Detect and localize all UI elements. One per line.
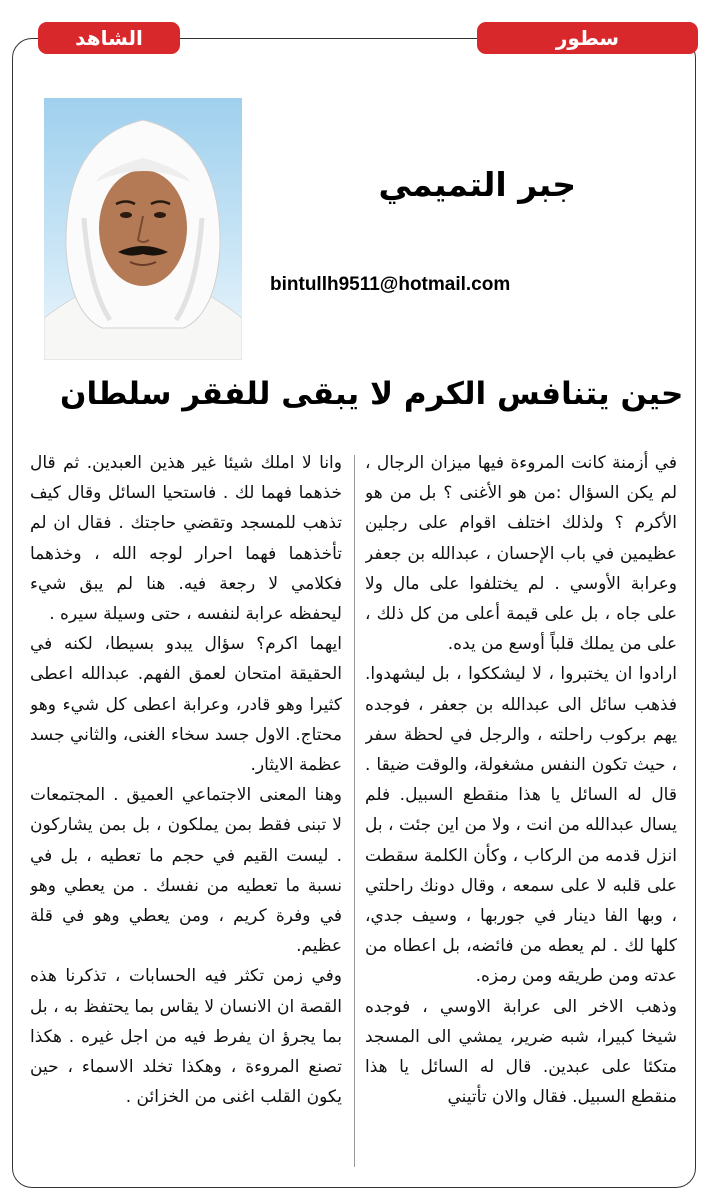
- paragraph: ارادوا ان يختبروا ، لا ليشككوا ، بل ليشهدوا. فذهب سائل الى عبدالله بن جعفر ، فوجده يهم بركوب راحلته ، والرجل في لحظة سفر ، حيث تكون النفس مشغولة، والوقت ضيقا . قال له السائل يا هذا منقطع السبيل. فلم يسال عبدالله من انت ، ولا من اين جئت ، بل انزل قدمه من الركاب ، وكأن الكلمة سقطت على قلبه لا على سمعه ، وقال دونك راحلتي ، وبها الفا دينار في جوربها ، وسيف جدي، كلها لك . لم يعطه من فائضه، بل اعطاه من عدته ومن طريقه ومن رمزه.: [365, 664, 677, 987]
- paragraph: في أزمنة كانت المروءة فيها ميزان الرجال ، لم يكن السؤال :من هو الأغنى ؟ بل من هو الأكرم ؟ ولذلك اختلف اقوام على رجلين عظيمين في باب الإحسان ، عبدالله بن جعفر وعرابة الأوسي . لم يختلفوا على مال ولا على جاه ، بل على قيمة أعلى من كل ذلك ، على من يملك قلباً أوسع من يده.: [365, 453, 677, 655]
- section-label: سطور: [555, 26, 620, 50]
- author-photo: [44, 98, 242, 360]
- author-email: bintullh9511@hotmail.com: [270, 274, 511, 295]
- paragraph: وذهب الاخر الى عرابة الاوسي ، فوجده شيخا كبيرا، شبه ضرير، يمشي الى المسجد متكئا على عبدين. قال له السائل يا هذا منقطع السبيل. فقال والان تأتيني: [365, 996, 677, 1108]
- paragraph: ايهما اكرم؟ سؤال يبدو بسيطا، لكنه في الحقيقة امتحان لعمق الفهم. عبدالله اعطى كثيرا وهو قادر، وعرابة اعطى كل شيء وهو محتاج. الاول جسد سخاء الغنى، والثاني جسد عظمة الايثار.: [30, 634, 342, 776]
- column-divider: [354, 455, 355, 1167]
- newspaper-label-badge: [38, 22, 180, 54]
- article-column-right: [365, 448, 677, 1168]
- article-headline: حين يتنافس الكرم لا يبقى للفقر سلطان: [60, 376, 684, 412]
- paragraph: وانا لا املك شيئا غير هذين العبدين. ثم قال خذهما فهما لك . فاستحيا السائل وقال كيف تذهب للمسجد وتقضي حاجتك . فقال ان لم تأخذهما فهما احرار لوجه الله ، وخذهما فكلامي لا رجعة فيه. هنا لم يبق شيء ليحفظه عرابة لنفسه ، حتى وسيلة سيره .: [30, 453, 342, 625]
- section-label-badge: [477, 22, 698, 54]
- paragraph: وهنا المعنى الاجتماعي العميق . المجتمعات لا تبنى فقط بمن يملكون ، بل بمن يشاركون . ليست القيم في حجم ما تعطيه ، بل في نسبة ما تعطيه من نفسك . من يعطي وهو في وفرة كريم ، ومن يعطي وهو في قلة عظيم.: [30, 785, 342, 957]
- author-portrait-image: [44, 98, 242, 360]
- author-name: جبر التميمي: [378, 165, 576, 204]
- newspaper-label: الشاهد: [75, 26, 143, 50]
- article-column-left: [30, 448, 342, 1168]
- paragraph: وفي زمن تكثر فيه الحسابات ، تذكرنا هذه القصة ان الانسان لا يقاس بما يحتفظ به ، بل بما يجرؤ ان يفرط فيه من اجل غيره . هكذا تصنع المروءة ، وهكذا تخلد الاسماء ، حين يكون القلب اغنى من الخزائن .: [30, 966, 342, 1108]
